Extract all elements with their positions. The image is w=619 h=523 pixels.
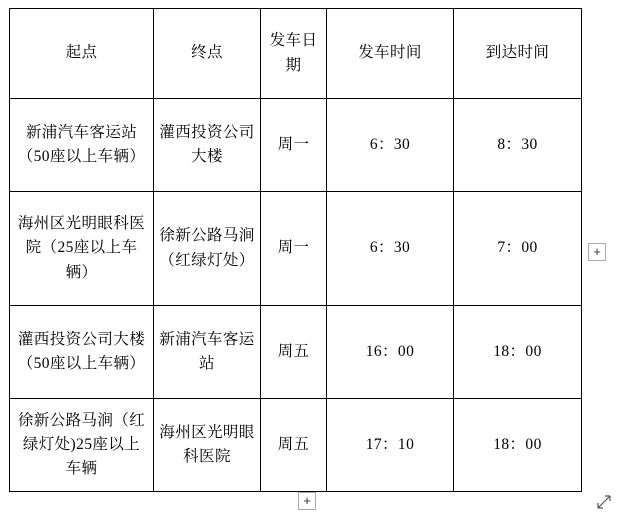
insert-row-button[interactable]: + bbox=[298, 492, 316, 510]
cell-departure-time: 17：10 bbox=[327, 399, 454, 492]
column-header-date: 发车日期 bbox=[261, 9, 327, 99]
cell-origin: 灌西投资公司大楼（50座以上车辆） bbox=[10, 306, 154, 399]
cell-date: 周一 bbox=[261, 192, 327, 306]
column-header-departure-time: 发车时间 bbox=[327, 9, 454, 99]
cell-departure-time: 6：30 bbox=[327, 192, 454, 306]
cell-arrival-time: 8：30 bbox=[454, 99, 582, 192]
table-header-row bbox=[10, 9, 582, 99]
schedule-table bbox=[9, 8, 582, 492]
column-header-destination: 终点 bbox=[154, 9, 261, 99]
cell-destination: 灌西投资公司大楼 bbox=[154, 99, 261, 192]
cell-date: 周五 bbox=[261, 306, 327, 399]
insert-column-button[interactable]: + bbox=[588, 243, 606, 261]
cell-destination: 徐新公路马涧（红绿灯处） bbox=[154, 192, 261, 306]
cell-departure-time: 16：00 bbox=[327, 306, 454, 399]
cell-origin: 徐新公路马涧（红绿灯处)25座以上车辆 bbox=[10, 399, 154, 492]
cell-date: 周一 bbox=[261, 99, 327, 192]
cell-destination: 新浦汽车客运站 bbox=[154, 306, 261, 399]
cell-arrival-time: 7：00 bbox=[454, 192, 582, 306]
cell-arrival-time: 18：00 bbox=[454, 399, 582, 492]
cell-date: 周五 bbox=[261, 399, 327, 492]
table-row bbox=[10, 99, 582, 192]
cell-departure-time: 6：30 bbox=[327, 99, 454, 192]
table-row bbox=[10, 399, 582, 492]
column-header-arrival-time: 到达时间 bbox=[454, 9, 582, 99]
cell-destination: 海州区光明眼科医院 bbox=[154, 399, 261, 492]
cell-arrival-time: 18：00 bbox=[454, 306, 582, 399]
cell-origin: 海州区光明眼科医院（25座以上车辆） bbox=[10, 192, 154, 306]
table-row bbox=[10, 192, 582, 306]
resize-corner-icon[interactable] bbox=[596, 494, 612, 510]
column-header-origin: 起点 bbox=[10, 9, 154, 99]
cell-origin: 新浦汽车客运站（50座以上车辆） bbox=[10, 99, 154, 192]
table-row bbox=[10, 306, 582, 399]
